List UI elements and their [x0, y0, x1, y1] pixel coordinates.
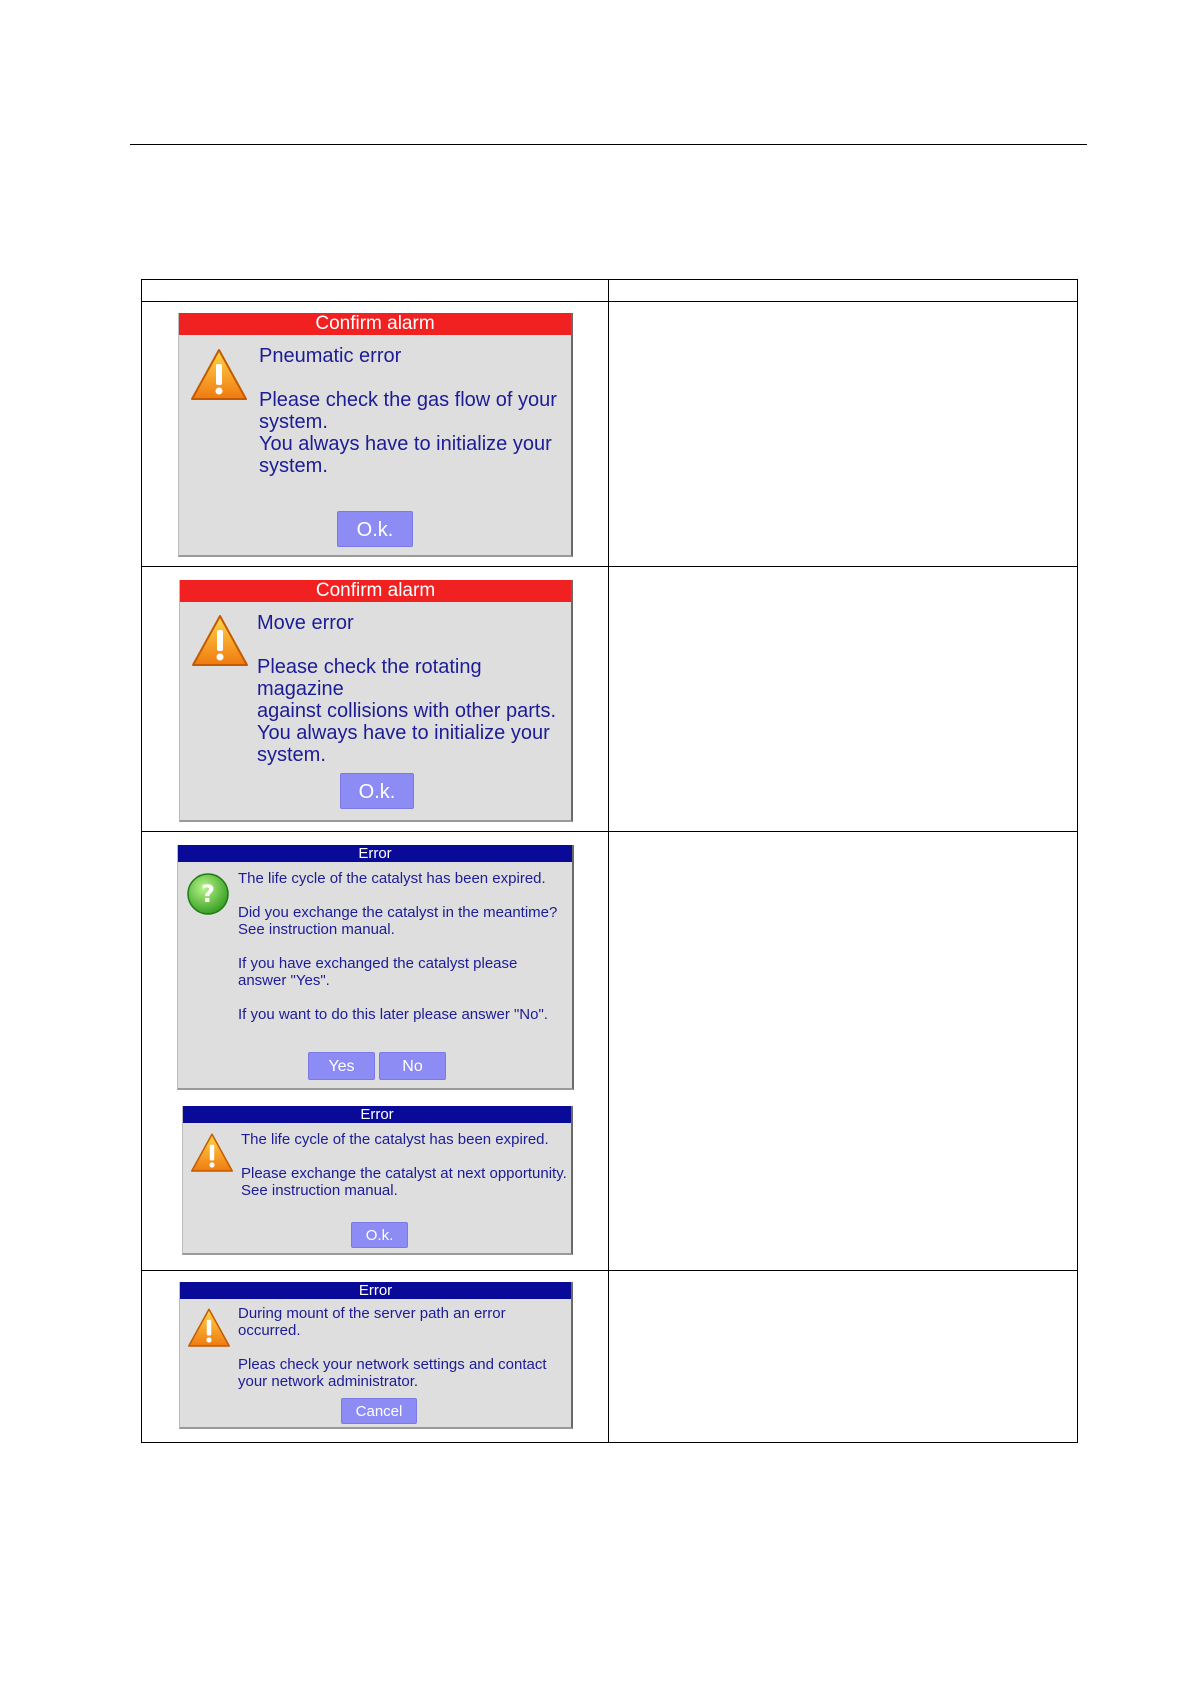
header-cell-right: [609, 280, 1078, 302]
header-rule: [130, 144, 1087, 145]
description-cell: [609, 832, 1078, 1271]
dialog-title: Error: [180, 1282, 571, 1299]
screenshot-cell: [142, 1271, 609, 1443]
dialog-message: During mount of the server path an error occurred. Pleas check your network settings and contact your network administrator.: [238, 1305, 547, 1390]
screenshot-cell: [142, 302, 609, 567]
ok-button[interactable]: O.k.: [351, 1222, 408, 1248]
cancel-button[interactable]: Cancel: [341, 1398, 417, 1424]
server-error-dialog: [179, 1282, 573, 1429]
pneumatic-error-dialog: [178, 313, 573, 557]
dialog-title: Confirm alarm: [180, 580, 571, 602]
warning-triangle-icon: [186, 1307, 232, 1354]
warning-triangle-icon: [189, 1132, 235, 1179]
move-error-dialog: [179, 580, 573, 822]
warning-triangle-icon: [190, 613, 250, 674]
description-cell: [609, 302, 1078, 567]
dialog-message: The life cycle of the catalyst has been expired. Please exchange the catalyst at next opportunity. See instruction manual.: [241, 1131, 567, 1199]
warning-triangle-icon: [189, 347, 249, 408]
ok-button[interactable]: O.k.: [337, 511, 413, 547]
screenshot-cell: [142, 832, 609, 1271]
table-row: [142, 302, 1078, 567]
catalyst-question-dialog: [177, 845, 574, 1090]
catalyst-warning-dialog: [182, 1106, 573, 1255]
yes-button[interactable]: Yes: [308, 1052, 375, 1080]
message-table: [141, 279, 1078, 1443]
dialog-message: The life cycle of the catalyst has been expired. Did you exchange the catalyst in the meantime? See instruction manual. If you have exchanged the catalyst please answer "Yes". If you want to do this later please answer "No".: [238, 870, 558, 1023]
dialog-title: Error: [183, 1106, 571, 1123]
dialog-title: Confirm alarm: [179, 313, 571, 335]
screenshot-cell: [142, 567, 609, 832]
dialog-title: Error: [178, 845, 572, 862]
description-cell: [609, 567, 1078, 832]
dialog-message: Move error Please check the rotating magazine against collisions with other parts. You always have to initialize your system.: [257, 612, 557, 766]
svg-text:?: ?: [201, 880, 215, 908]
no-button[interactable]: No: [379, 1052, 446, 1080]
table-row: [142, 567, 1078, 832]
header-cell-left: [142, 280, 609, 302]
dialog-message: Pneumatic error Please check the gas flow of your system. You always have to initialize your system.: [259, 345, 557, 477]
table-header-row: [142, 280, 1078, 302]
table-row: [142, 1271, 1078, 1443]
description-cell: [609, 1271, 1078, 1443]
table-row: [142, 832, 1078, 1271]
ok-button[interactable]: O.k.: [340, 773, 414, 809]
question-circle-icon: [186, 872, 230, 921]
